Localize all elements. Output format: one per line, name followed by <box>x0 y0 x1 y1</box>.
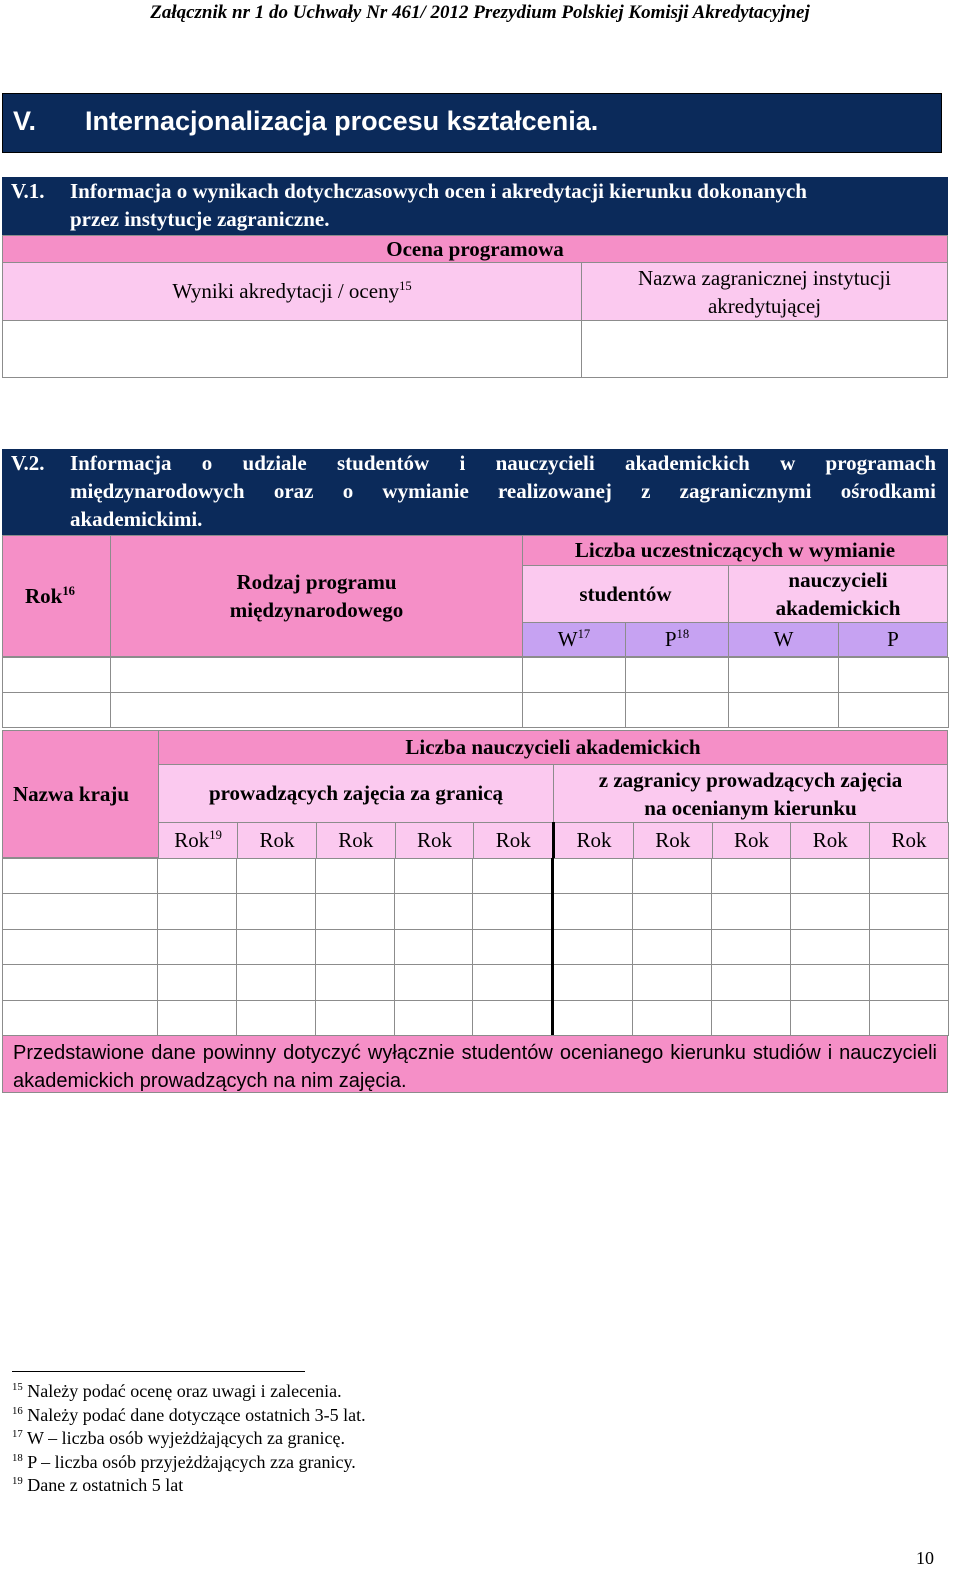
table-cell[interactable] <box>236 894 315 929</box>
table-cell[interactable] <box>315 1000 394 1035</box>
rok-col-9: Rok <box>791 823 870 859</box>
rok-col-5: Rok <box>474 823 554 859</box>
table-cell[interactable] <box>473 859 553 894</box>
table-cell[interactable] <box>553 929 633 964</box>
table-cell[interactable] <box>633 894 712 929</box>
wyniki-label <box>172 279 411 304</box>
wyniki-input-cell[interactable] <box>2 320 582 378</box>
table-cell[interactable] <box>394 965 473 1000</box>
table-cell[interactable] <box>315 894 394 929</box>
table-row <box>3 859 949 894</box>
table-cell[interactable] <box>791 894 870 929</box>
table-cell[interactable] <box>394 859 473 894</box>
section-banner <box>2 93 942 153</box>
table-cell[interactable] <box>633 965 712 1000</box>
ocena-programowa-label: Ocena programowa <box>386 236 564 261</box>
table-cell[interactable] <box>633 929 712 964</box>
prowadzacych-za-granica-header <box>158 764 554 823</box>
table-cell[interactable] <box>870 894 949 929</box>
table-cell[interactable] <box>626 693 729 728</box>
table-row <box>3 658 949 693</box>
v2-title-line3: akademickimi. <box>70 507 203 531</box>
table-cell[interactable] <box>315 965 394 1000</box>
table-cell[interactable] <box>839 693 949 728</box>
note-box <box>2 1035 948 1093</box>
nauczycieli-header <box>728 565 948 623</box>
footnote-15 <box>12 1380 366 1404</box>
footnote-text: W – liczba osób wyjeżdżających za granicę. <box>26 1428 345 1449</box>
rodzaj-programu-header <box>110 535 523 657</box>
table-row <box>159 823 949 859</box>
z-zagranicy-header <box>553 764 948 823</box>
table-cell[interactable] <box>236 929 315 964</box>
table-cell[interactable] <box>791 1000 870 1035</box>
nazwa-instytucji-input-cell[interactable] <box>581 320 948 378</box>
table-row <box>3 965 949 1000</box>
nauczycieli-p-header <box>838 622 948 657</box>
nauczycieli-w-header <box>728 622 839 657</box>
table-cell[interactable] <box>791 965 870 1000</box>
liczba-nauczycieli-header <box>158 730 948 765</box>
footnotes <box>12 1380 366 1498</box>
table-cell[interactable] <box>712 859 791 894</box>
nauczycieli-line1: nauczycieli <box>788 568 888 592</box>
footnote-text: Należy podać dane dotyczące ostatnich 3-5 lat. <box>27 1404 366 1425</box>
table-cell[interactable] <box>157 1000 236 1035</box>
nazwa-kraju-header <box>2 730 159 858</box>
table-cell[interactable] <box>157 929 236 964</box>
v2-heading <box>2 449 948 535</box>
table-cell[interactable] <box>633 1000 712 1035</box>
table-cell[interactable] <box>870 1000 949 1035</box>
footnote-separator <box>12 1371 305 1372</box>
v1-title-line1: Informacja o wynikach dotychczasowych ocen i akredytacji kierunku dokonanych <box>70 179 807 203</box>
studentow-header <box>522 565 729 623</box>
liczba-uczestniczacych-header <box>522 535 948 566</box>
table-cell[interactable] <box>712 894 791 929</box>
rodzaj-programu-line1: Rodzaj programu <box>236 570 397 594</box>
ocena-programowa-header <box>2 235 948 263</box>
table-cell[interactable] <box>553 859 633 894</box>
rok-label <box>25 584 75 609</box>
rok-col-8: Rok <box>712 823 791 859</box>
table-cell[interactable] <box>157 965 236 1000</box>
p-text: P <box>664 627 677 651</box>
footnote-number: 17 <box>12 1428 23 1441</box>
table-cell[interactable] <box>236 1000 315 1035</box>
table-cell[interactable] <box>473 929 553 964</box>
v2-data-table <box>2 657 949 728</box>
w-text: W <box>557 627 578 651</box>
v1-title-line2: przez instytucje zagraniczne. <box>70 207 330 231</box>
footnote-text: Należy podać ocenę oraz uwagi i zalecenia. <box>27 1381 342 1401</box>
footnote-19 <box>12 1474 366 1498</box>
v2-number: V.2. <box>11 451 45 475</box>
nauczycieli-p-label: P <box>887 627 899 651</box>
rok-header <box>2 535 111 657</box>
table-cell[interactable] <box>553 894 633 929</box>
rok-col-1 <box>159 823 238 859</box>
table-cell[interactable] <box>315 859 394 894</box>
nauczycieli-line2: akademickich <box>775 596 901 620</box>
table-cell[interactable] <box>394 1000 473 1035</box>
table-cell[interactable] <box>553 1000 633 1035</box>
table-row <box>3 1000 949 1035</box>
liczba-uczestniczacych-label: Liczba uczestniczących w wymianie <box>574 538 896 562</box>
v2-title-line2: międzynarodowych oraz o wymianie realizowanej z zagranicznymi ośrodkami <box>70 479 936 503</box>
footnote-text: P – liczba osób przyjeżdżających zza granicy. <box>27 1451 356 1472</box>
v2-title-line1: Informacja o udziale studentów i nauczycieli akademickich w programach <box>70 451 936 475</box>
rodzaj-programu-line2: międzynarodowego <box>229 598 404 622</box>
table-cell[interactable] <box>473 894 553 929</box>
document-header: Załącznik nr 1 do Uchwały Nr 461/ 2012 Prezydium Polskiej Komisji Akredytacyjnej <box>150 2 810 23</box>
wyniki-header <box>2 262 582 321</box>
table-cell[interactable] <box>791 859 870 894</box>
footnote-18 <box>12 1451 366 1475</box>
table-cell[interactable] <box>473 965 553 1000</box>
rok-col-2: Rok <box>238 823 317 859</box>
v1-number: V.1. <box>11 179 45 203</box>
footnote-ref-15: 15 <box>399 279 412 293</box>
table-cell[interactable] <box>3 1000 158 1035</box>
table-cell[interactable] <box>157 894 236 929</box>
studentow-label: studentów <box>579 581 672 606</box>
table-cell[interactable] <box>712 929 791 964</box>
table-cell[interactable] <box>633 859 712 894</box>
table-cell[interactable] <box>394 894 473 929</box>
footnote-ref-16: 16 <box>62 584 75 598</box>
rok-header-row <box>158 822 949 859</box>
rok-col-label: Rok <box>174 828 210 852</box>
table-cell[interactable] <box>839 658 949 693</box>
nazwa-instytucji-line2: akredytującej <box>707 293 822 318</box>
table-cell[interactable] <box>729 693 839 728</box>
liczba-nauczycieli-label: Liczba nauczycieli akademickich <box>405 735 701 759</box>
rok-col-6: Rok <box>554 823 634 859</box>
table-cell[interactable] <box>870 929 949 964</box>
table-cell[interactable] <box>157 859 236 894</box>
table-cell[interactable] <box>3 965 158 1000</box>
table-cell[interactable] <box>111 658 523 693</box>
table-cell[interactable] <box>523 693 626 728</box>
table-cell[interactable] <box>3 894 158 929</box>
footnote-16 <box>12 1404 366 1428</box>
rok-col-4: Rok <box>395 823 474 859</box>
rok-col-3: Rok <box>316 823 395 859</box>
nazwa-kraju-label: Nazwa kraju <box>13 782 130 806</box>
rok-col-7: Rok <box>633 823 712 859</box>
table-cell[interactable] <box>3 658 111 693</box>
table-cell[interactable] <box>712 1000 791 1035</box>
footnote-number: 19 <box>12 1475 23 1488</box>
table-cell[interactable] <box>626 658 729 693</box>
footnote-ref-17: 17 <box>577 627 591 641</box>
footnote-ref-19: 19 <box>209 828 222 842</box>
table-cell[interactable] <box>3 693 111 728</box>
table-cell[interactable] <box>3 929 158 964</box>
table-cell[interactable] <box>111 693 523 728</box>
z-zagranicy-line1: z zagranicy prowadzących zajęcia <box>598 767 903 792</box>
rok-text: Rok <box>25 584 63 608</box>
page-number: 10 <box>916 1548 934 1568</box>
footnote-number: 15 <box>12 1381 23 1393</box>
footnote-17 <box>12 1427 366 1451</box>
footnote-number: 16 <box>12 1404 23 1417</box>
table-cell[interactable] <box>394 929 473 964</box>
table-cell[interactable] <box>523 658 626 693</box>
studentow-p-header <box>625 622 729 657</box>
nazwa-instytucji-header <box>581 262 948 321</box>
table-cell[interactable] <box>236 965 315 1000</box>
v1-heading <box>2 177 948 235</box>
table-cell[interactable] <box>236 859 315 894</box>
wyniki-text: Wyniki akredytacji / oceny <box>172 279 400 303</box>
v3-data-table <box>2 858 949 1036</box>
table-row <box>3 929 949 964</box>
table-cell[interactable] <box>3 859 158 894</box>
nazwa-instytucji-line1: Nazwa zagranicznej instytucji <box>637 265 892 290</box>
table-cell[interactable] <box>870 859 949 894</box>
table-cell[interactable] <box>315 929 394 964</box>
section-number: V. <box>13 106 37 136</box>
note-text: Przedstawione dane powinny dotyczyć wyłącznie studentów ocenianego kierunku studiów i nauczycieli akademickich prowadzących na nim zajęcia. <box>13 1042 937 1092</box>
table-cell[interactable] <box>712 965 791 1000</box>
table-row <box>3 894 949 929</box>
studentow-p-label <box>665 627 689 652</box>
table-cell[interactable] <box>870 965 949 1000</box>
footnote-ref-18: 18 <box>676 627 690 641</box>
table-row <box>3 693 949 728</box>
studentow-w-label <box>558 627 590 652</box>
table-cell[interactable] <box>553 965 633 1000</box>
footnote-number: 18 <box>12 1451 23 1464</box>
z-zagranicy-line2: na ocenianym kierunku <box>644 795 857 820</box>
table-cell[interactable] <box>791 929 870 964</box>
section-title: Internacjonalizacja procesu kształcenia. <box>85 106 599 136</box>
table-cell[interactable] <box>473 1000 553 1035</box>
footnote-text: Dane z ostatnich 5 lat <box>27 1475 184 1496</box>
rok-col-10: Rok <box>870 823 949 859</box>
table-cell[interactable] <box>729 658 839 693</box>
nauczycieli-w-label: W <box>773 627 794 651</box>
studentow-w-header <box>522 622 626 657</box>
prowadzacych-za-granica-label: prowadzących zajęcia za granicą <box>208 781 504 805</box>
